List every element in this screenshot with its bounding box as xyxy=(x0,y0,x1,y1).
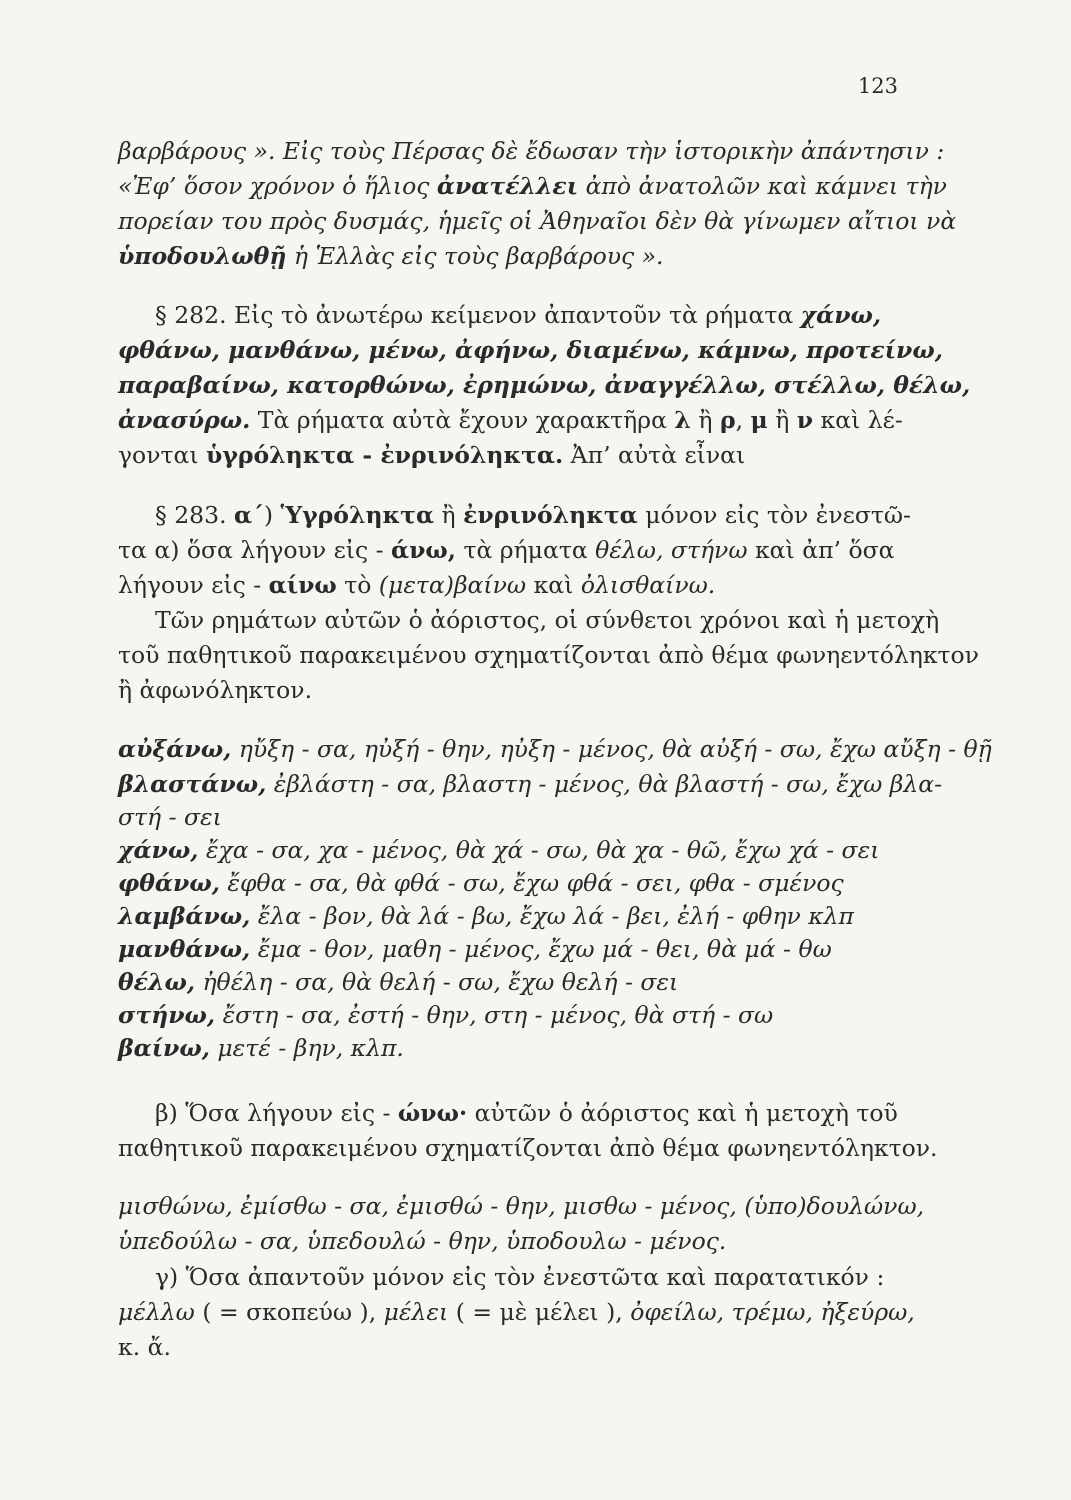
text-span: β) xyxy=(155,1099,186,1127)
text-span: ἢ xyxy=(434,501,464,529)
text-span: βαρβάρους ». Εἰς τοὺς Πέρσας δὲ ἔδωσαν τὴν ἱστορικὴν ἀπάντησιν : xyxy=(118,137,945,165)
verb-row xyxy=(118,901,908,931)
text-span: κ. ἄ. xyxy=(118,1333,171,1361)
text-span: παθητικοῦ παρακειμένου σχηματίζονται ἀπὸ θέμα φωνηεντόληκτον. xyxy=(118,1134,938,1162)
text-line xyxy=(118,1133,938,1163)
text-line xyxy=(118,1191,925,1221)
text-line xyxy=(118,206,957,236)
text-span: ἢ xyxy=(690,406,720,434)
verb-headword: βαίνω, xyxy=(118,1034,210,1062)
text-span: ( = σκοπεύω ), xyxy=(194,1298,384,1326)
text-span: ἡ Ἑλλὰς εἰς τοὺς βαρβάρους ». xyxy=(286,242,664,270)
verb-forms: ἔφθα - σα, θὰ φθά - σω, ἔχω φθά - σει, φθα - σμένος xyxy=(219,869,844,897)
verb-headword: βλαστάνω, xyxy=(118,770,267,798)
text-span: μισθώνω, ἐμίσθω - σα, ἐμισθώ - θην, μισθω - μένος, (ὑπο)δουλώνω, xyxy=(118,1192,925,1220)
bold-word: ἀνασύρω. xyxy=(118,406,251,434)
bold-letter: ρ xyxy=(719,406,736,434)
bold-word: ὑγρόληκτα - ἐνρινόληκτα. xyxy=(206,441,564,469)
verb-headword: στήνω, xyxy=(118,1001,216,1029)
text-line xyxy=(118,335,943,365)
text-span: λήγουν εἰς - xyxy=(118,571,269,599)
text-span: καὶ xyxy=(526,571,581,599)
text-span: γονται xyxy=(118,441,207,469)
text-span: ὑπεδούλω - σα, ὑπεδουλώ - θην, ὑποδουλω - μένος. xyxy=(118,1227,727,1255)
verb-headword: φθάνω, xyxy=(118,869,220,897)
verb-headword: θέλω, xyxy=(118,968,195,996)
text-span: § 282. Εἰς τὸ ἀνωτέρω κείμενον ἀπαντοῦν τὰ ρήματα xyxy=(155,301,801,329)
section-beta-heading xyxy=(155,1098,908,1128)
verb-row xyxy=(118,769,943,799)
bold-word: ώνω· xyxy=(397,1099,468,1127)
verb-headword: χάνω, xyxy=(118,836,199,864)
text-line xyxy=(118,1226,908,1256)
text-span: ( = μὲ μέλει ), xyxy=(448,1298,631,1326)
text-line xyxy=(155,605,940,635)
text-span: αὐτῶν ὁ ἀόριστος καὶ ἡ μετοχὴ τοῦ xyxy=(467,1099,898,1127)
bold-word: Ὑγρόληκτα xyxy=(280,501,435,529)
text-span: τα α) ὅσα λήγουν εἰς - xyxy=(118,536,392,564)
verb-forms: ἐβλάστη - σα, βλαστη - μένος, θὰ βλαστή - σω, ἔχω βλα- xyxy=(266,770,943,798)
bold-word: χάνω, xyxy=(800,301,882,329)
text-line xyxy=(118,535,908,565)
verb-row xyxy=(118,967,908,997)
italic-word: μέλλω xyxy=(118,1298,195,1326)
text-span: , xyxy=(735,406,751,434)
verb-row xyxy=(118,802,908,832)
text-span: τοῦ παθητικοῦ παρακειμένου σχηματίζονται ἀπὸ θέμα φωνηεντόληκτον xyxy=(118,641,979,669)
verb-forms: ηὔξη - σα, ηὐξή - θην, ηὐξη - μένος, θὰ αὐξή - σω, ἔχω αὔξη - θῇ xyxy=(231,735,992,763)
bold-letter: ν xyxy=(796,406,814,434)
section-283-heading xyxy=(155,500,911,530)
text-line xyxy=(118,1332,908,1362)
text-span: γ) Ὅσα ἀπαντοῦν μόνον εἰς τὸν ἐνεστῶτα καὶ παρατατικόν : xyxy=(155,1263,885,1291)
section-282-heading xyxy=(155,300,908,330)
bold-word: α΄ xyxy=(234,501,264,529)
text-span: τὰ ρήματα xyxy=(455,536,596,564)
italic-word: ὀφείλω, τρέμω, ἠξεύρω, xyxy=(630,1298,915,1326)
text-span: Ὅσα λήγουν εἰς - xyxy=(185,1099,398,1127)
verb-row xyxy=(118,835,908,865)
text-span: Τῶν ρημάτων αὐτῶν ὁ ἀόριστος, οἱ σύνθετοι χρόνοι καὶ ἡ μετοχὴ xyxy=(155,606,940,634)
bold-word: ἐνρινόληκτα xyxy=(463,501,638,529)
text-line xyxy=(118,136,945,166)
verb-row xyxy=(118,734,992,764)
verb-list: παραβαίνω, κατορθώνω, ἐρημώνω, ἀναγγέλλω, στέλλω, θέλω, xyxy=(118,371,971,399)
verb-forms: μετέ - βην, κλπ. xyxy=(209,1034,404,1062)
italic-word: (μετα)βαίνω xyxy=(378,571,527,599)
italic-word: θέλω, στήνω xyxy=(595,536,748,564)
italic-word: ὀλισθαίνω. xyxy=(580,571,716,599)
verb-forms: ἔμα - θον, μαθη - μένος, ἔχω μά - θει, θὰ μά - θω xyxy=(250,935,832,963)
text-line xyxy=(118,370,971,400)
bold-word: αίνω xyxy=(268,571,337,599)
text-span: καὶ λέ- xyxy=(813,406,903,434)
bold-word: ἀνατέλλει xyxy=(436,172,579,200)
verb-headword: λαμβάνω, xyxy=(118,902,251,930)
text-line xyxy=(118,675,908,705)
text-line xyxy=(118,570,908,600)
text-span: μόνον εἰς τὸν ἐνεστῶ- xyxy=(637,501,911,529)
text-span: Ἀπ’ αὐτὰ εἶναι xyxy=(563,441,746,469)
text-span: «Ἐφ’ ὅσον χρόνον ὁ ἥλιος xyxy=(118,172,437,200)
italic-word: μέλει xyxy=(383,1298,449,1326)
verb-row xyxy=(118,1033,908,1063)
text-line xyxy=(118,640,979,670)
verb-headword: αὐξάνω, xyxy=(118,735,232,763)
verb-row xyxy=(118,1000,908,1030)
verb-row xyxy=(118,934,908,964)
text-line xyxy=(118,440,908,470)
text-span: ἀπὸ ἀνατολῶν καὶ κάμνει τὴν xyxy=(578,172,947,200)
verb-forms: ἔλα - βον, θὰ λά - βω, ἔχω λά - βει, ἐλή - φθην κλπ xyxy=(250,902,854,930)
verb-forms: ἔχα - σα, χα - μένος, θὰ χά - σω, θὰ χα - θῶ, ἔχω χά - σει xyxy=(198,836,880,864)
text-span: ἢ xyxy=(767,406,797,434)
text-line xyxy=(118,241,908,271)
bold-word: άνω, xyxy=(391,536,456,564)
bold-letter: λ xyxy=(674,406,691,434)
verb-row xyxy=(118,868,908,898)
text-span: § 283. xyxy=(155,501,235,529)
verb-forms: ἔστη - σα, ἐστή - θην, στη - μένος, θὰ στή - σω xyxy=(215,1001,774,1029)
verb-headword: μανθάνω, xyxy=(118,935,251,963)
text-line xyxy=(118,1297,915,1327)
text-span: καὶ ἀπ’ ὅσα xyxy=(747,536,895,564)
verb-list: φθάνω, μανθάνω, μένω, ἀφήνω, διαμένω, κάμνω, προτείνω, xyxy=(118,336,943,364)
text-line xyxy=(118,405,908,435)
bold-word: ὑποδουλωθῇ xyxy=(118,242,287,270)
text-span: ) xyxy=(263,501,281,529)
text-span: Τὰ ρήματα αὐτὰ ἔχουν χαρακτῆρα xyxy=(250,406,675,434)
verb-forms: στή - σει xyxy=(118,803,222,831)
text-span: ἢ ἀφωνόληκτον. xyxy=(118,676,313,704)
bold-letter: μ xyxy=(750,406,768,434)
text-line xyxy=(118,171,947,201)
section-gamma-heading xyxy=(155,1262,908,1292)
text-span: τὸ xyxy=(336,571,379,599)
verb-forms: ἠθέλη - σα, θὰ θελή - σω, ἔχω θελή - σει xyxy=(195,968,679,996)
page-number: 123 xyxy=(857,74,898,98)
text-span: πορείαν του πρὸς δυσμάς, ἡμεῖς οἱ Ἀθηναῖοι δὲν θὰ γίνωμεν αἴτιοι νὰ xyxy=(118,207,957,235)
